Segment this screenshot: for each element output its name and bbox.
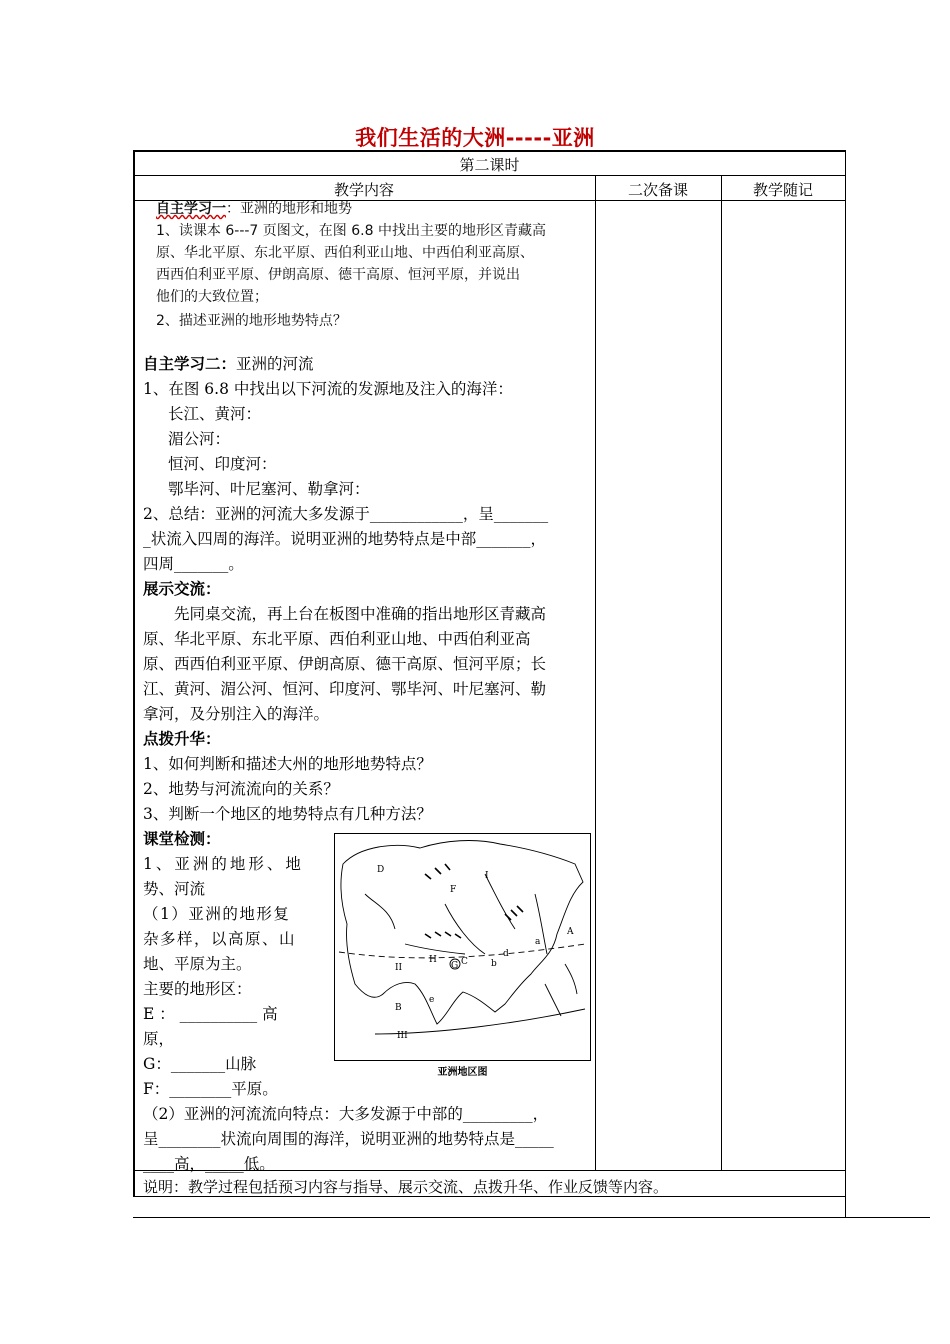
map-label: D [377,865,385,875]
test-line: 主要的地形区： [143,980,252,998]
map-label: F [450,885,457,895]
table-border-right [845,150,846,1218]
study1-heading-rest: ：亚洲的地形和地势 [226,201,352,217]
test-line: 原， [143,1030,175,1048]
study2-line: 2、总结：亚洲的河流大多发源于____________，呈_______ [143,505,549,523]
header-notes: 教学随记 [752,181,813,199]
study2-line: 湄公河： [168,430,231,448]
study1-heading-line [156,198,352,220]
exchange-line: 原、华北平原、东北平原、西伯利亚山地、中西伯利亚高 [143,630,531,648]
table-border-top [133,150,846,152]
footer-note: 说明：教学过程包括预习内容与指导、展示交流、点拨升华、作业反馈等内容。 [143,1178,669,1196]
test-line: 杂多样，以高原、山 [143,930,297,948]
study1-line: 1、读课本 6---7 页图文，在图 6.8 中找出主要的地形区青藏高 [156,223,546,239]
study2-heading: 自主学习二： [143,355,237,373]
study1-section [156,198,566,336]
map-label: e [429,995,435,1005]
study2-line: 四周_______。 [143,555,244,573]
test-line: 1、亚洲的地形、地 [143,855,304,873]
test-line: （2）亚洲的河流流向特点：大多发源于中部的_________， [143,1105,549,1123]
map-label: G [451,961,459,971]
map-caption: 亚洲地区图 [437,1067,488,1078]
test-line: （1）亚洲的地形复 [143,905,291,923]
map-label: B [395,1003,402,1013]
study2-line: _状流入四周的海洋。说明亚洲的地势特点是中部_______， [143,530,547,548]
study2-line: 鄂毕河、叶尼塞河、勒拿河： [168,480,370,498]
lesson-label: 第二课时 [459,156,520,174]
header-content: 教学内容 [333,181,394,199]
header-second-prep: 二次备课 [627,181,688,199]
exchange-heading: 展示交流： [143,580,221,598]
map-label: C [461,957,468,967]
study1-heading: 自主学习一 [156,201,226,217]
test-line: 地、平原为主。 [143,955,252,973]
upgrade-line: 3、判断一个地区的地势特点有几种方法？ [143,805,432,823]
document-title: 我们生活的大洲-----亚洲 [355,126,595,150]
test-line: F：________平原。 [143,1080,278,1098]
test-line: 呈________状流向周围的海洋，说明亚洲的地势特点是_____ [143,1130,554,1148]
study1-line: 西西伯利亚平原、伊朗高原、德干高原、恒河平原，并说出 [156,267,520,283]
test-line: 势、河流 [143,880,206,898]
map-label: a [535,937,541,947]
study2-heading-rest: 亚洲的河流 [236,355,314,373]
table-border-bottom [133,1217,930,1218]
test-line: ____高，_____低。 [143,1155,275,1173]
study2-line: 1、在图 6.8 中找出以下河流的发源地及注入的海洋： [143,380,513,398]
table-col-line [721,175,722,1171]
table-col-line [595,175,596,1171]
exchange-line: 江、黄河、湄公河、恒河、印度河、鄂毕河、叶尼塞河、勒 [143,680,547,698]
asia-map [334,833,591,1061]
study1-line: 他们的大致位置； [156,289,268,305]
map-label: A [567,927,574,937]
asia-map-drawing [335,834,590,1060]
map-label: II [395,963,403,973]
study1-line: 2、描述亚洲的地形地势特点？ [156,313,347,329]
table-row-line [133,175,846,176]
study1-line: 原、华北平原、东北平原、西伯利亚山地、中西伯利亚高原、 [156,245,534,261]
map-label: H [429,955,437,965]
study2-line: 长江、黄河： [168,405,262,423]
exchange-line: 先同桌交流，再上台在板图中准确的指出地形区青藏高 [174,605,547,623]
study2-line: 恒河、印度河： [168,455,277,473]
map-label: b [491,959,497,969]
test-line: E ： __________ 高 [143,1005,278,1023]
map-label: I [485,871,489,881]
test-line: G：_______山脉 [143,1055,257,1073]
study2-heading-line [143,352,314,377]
test-heading: 课堂检测： [143,830,221,848]
exchange-line: 原、西西伯利亚平原、伊朗高原、德干高原、恒河平原；长 [143,655,547,673]
exchange-line: 拿河，及分别注入的海洋。 [143,705,330,723]
map-label: d [503,949,509,959]
upgrade-line: 2、地势与河流流向的关系？ [143,780,339,798]
table-border-left [133,150,135,1197]
upgrade-heading: 点拨升华： [143,730,221,748]
map-label: III [397,1031,408,1041]
upgrade-line: 1、如何判断和描述大州的地形地势特点？ [143,755,432,773]
